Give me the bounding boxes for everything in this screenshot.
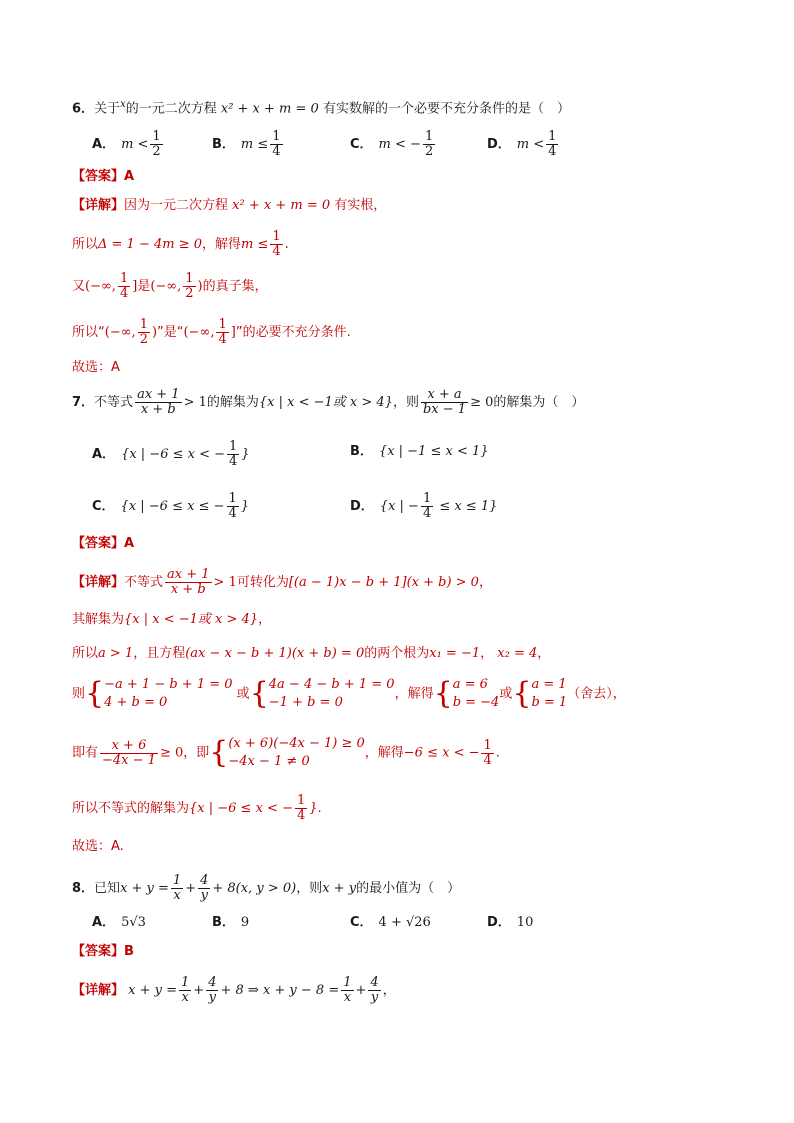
q6-stem: 6．关于$^x$的一元二次方程 x² + x + m = 0 有实数解的一个必要不充分条件的是（ ） [72,99,570,117]
q7-detail-line3: 所以a > 1，且方程(ax − x − b + 1)(x + b) = 0的两个根为x₁ = −1， x₂ = 4， [72,646,551,661]
q6-detail-line2: 所以Δ = 1 − 4m ≥ 0，解得m ≤ $\frac{1}{4}$ . [72,229,289,259]
q7-number: 7． [72,395,95,410]
q7-stem: 7．不等式 $\frac{ax + 1}{x + b}$ > 1的解集为{x | x < −1或 x > 4}，则 $\frac{x + a}{bx - 1}$ ≥ 0的解集为（ ） [72,387,585,417]
q6-answer: 【答案】A [72,169,135,184]
q6-option-a: A． m < $\frac{1}{2}$ [92,129,161,159]
q6-choose: 故选：A [72,360,120,375]
q6-option-d: D． m < $\frac{1}{4}$ [487,129,557,159]
q7-option-c: C． {x | −6 ≤ x ≤ − $\frac{1}{4}$ } [92,491,250,521]
q7-detail-line5: 即有 $\frac{x + 6}{-4x - 1}$ ≥ 0，即{ (x + 6)(−4x − 1) ≥ 0 −4x − 1 ≠ 0 ，解得−6 ≤ x < − $\frac{1}{4}$ . [72,735,500,770]
q6-detail-line4: 所以“(−∞, $\frac{1}{2}$ )”是“(−∞, $\frac{1}{4}$ ]”的必要不充分条件. [72,317,351,347]
q7-detail-line2: 其解集为{x | x < −1或 x > 4}， [72,612,272,627]
q7-detail-line4: 则{ −a + 1 − b + 1 = 0 4 + b = 0 或{ 4a − 4 − b + 1 = 0 −1 + b = 0 ，解得{ a = 6 b = −4 或{ a = 1 b = 1 （舍去）， [72,676,626,711]
q8-stem: 8．已知x + y = $\frac{1}{x}$ + $\frac{4}{y}$ + 8(x, y > 0)，则x + y的最小值为（ ） [72,873,461,903]
q7-option-d: D． {x | − $\frac{1}{4}$ ≤ x ≤ 1} [350,491,498,521]
q8-number: 8． [72,881,95,896]
q8-option-c: C． 4 + √26 [350,915,431,930]
q6-number: 6． [72,101,95,117]
q8-option-d: D． 10 [487,915,534,930]
q7-detail-line6: 所以不等式的解集为{x | −6 ≤ x < − $\frac{1}{4}$ }. [72,793,322,823]
q8-option-a: A． 5√3 [92,915,146,930]
q8-option-b: B． 9 [212,915,250,930]
q6-detail-line1: 【详解】因为一元二次方程 x² + x + m = 0 有实根， [72,198,387,213]
q7-answer: 【答案】A [72,536,135,551]
q7-choose: 故选：A. [72,839,124,854]
q6-option-c: C． m < − $\frac{1}{2}$ [350,129,434,159]
q8-detail-line1: 【详解】 x + y = $\frac{1}{x}$ + $\frac{4}{y}$ + 8 ⇒ x + y − 8 = $\frac{1}{x}$ + $\frac{4}{y}$ ， [72,975,396,1005]
q8-answer: 【答案】B [72,944,134,959]
q7-detail-line1: 【详解】不等式 $\frac{ax + 1}{x + b}$ > 1可转化为[(a − 1)x − b + 1](x + b) > 0， [72,567,492,597]
q6-option-b: B． m ≤ $\frac{1}{4}$ [212,129,281,159]
q7-option-b: B． {x | −1 ≤ x < 1} [350,444,489,459]
q7-option-a: A． {x | −6 ≤ x < − $\frac{1}{4}$ } [92,439,250,469]
q6-detail-line3: 又(−∞, $\frac{1}{4}$ ]是(−∞, $\frac{1}{2}$ )的真子集， [72,271,268,301]
